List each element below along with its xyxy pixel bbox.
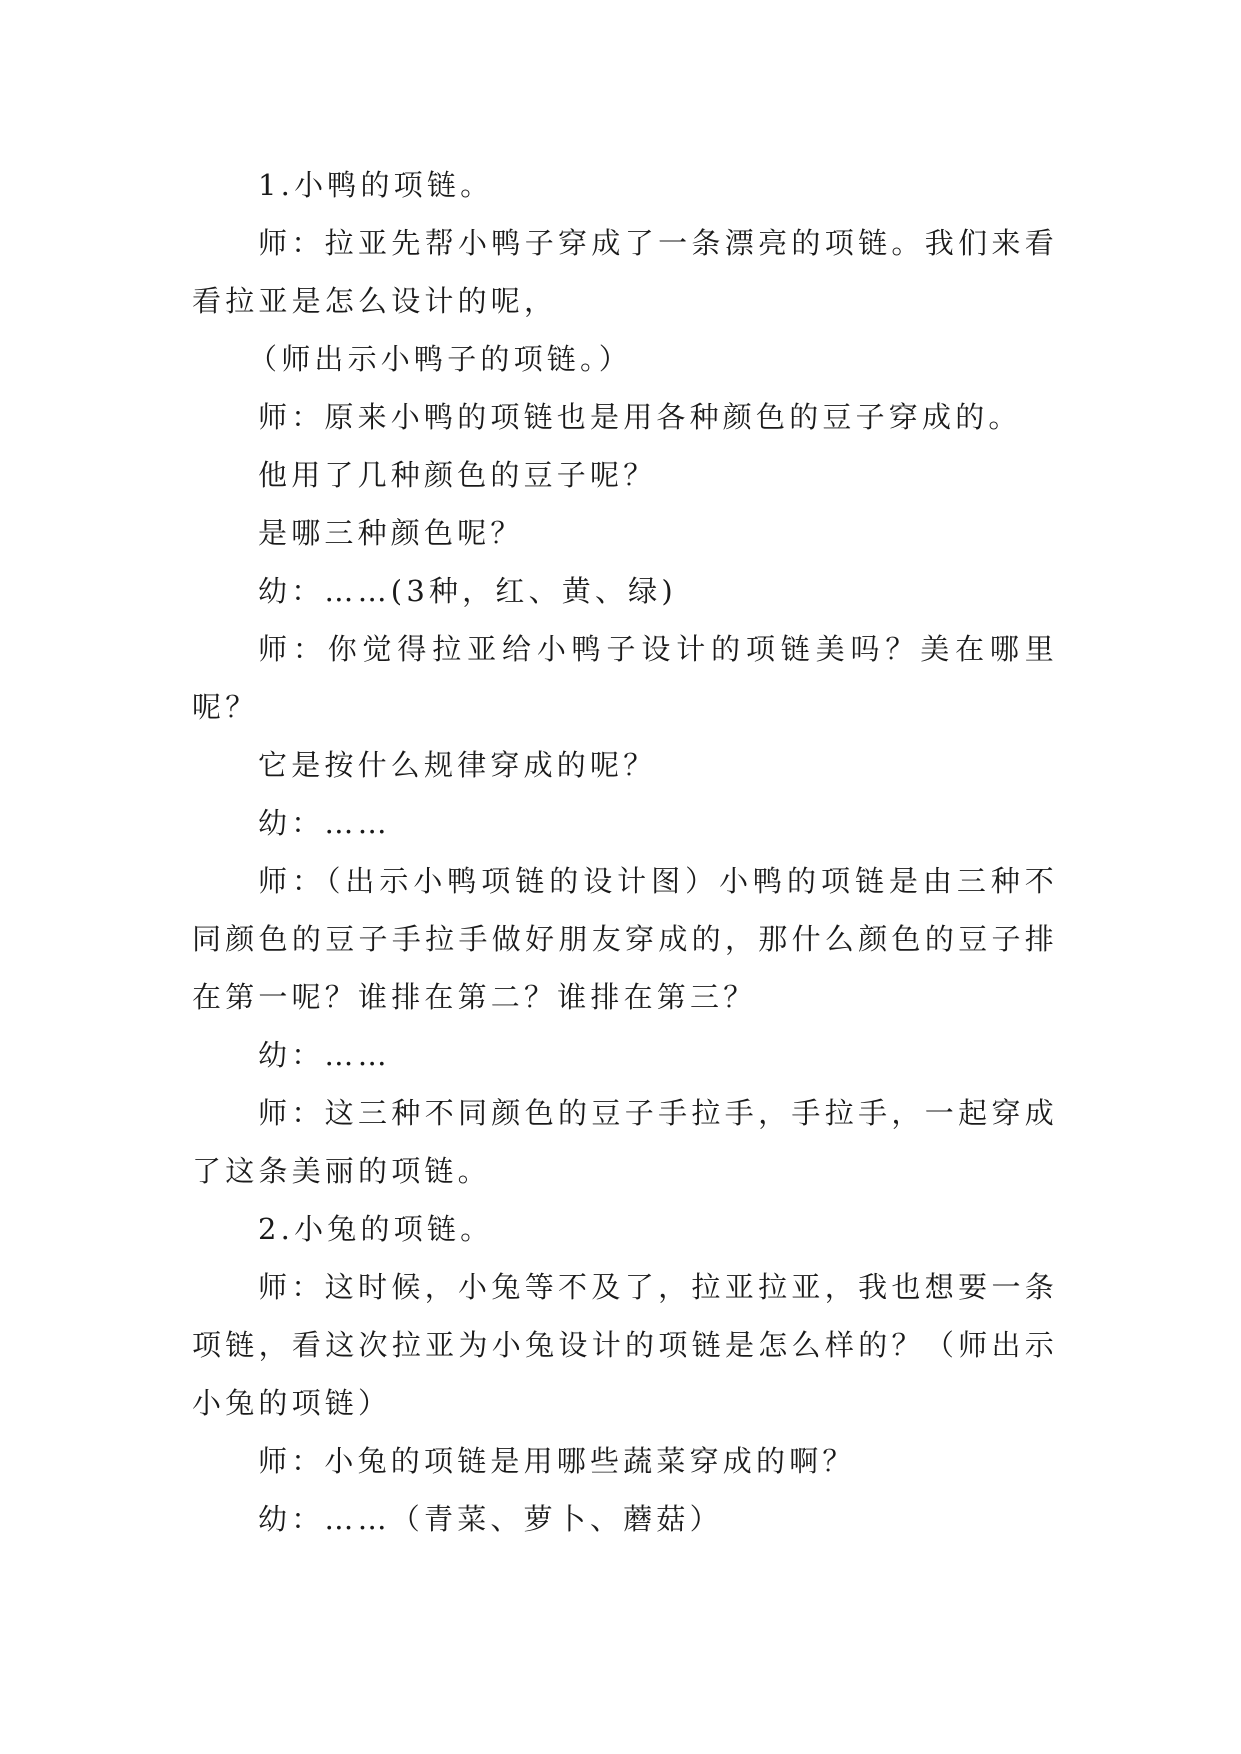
paragraph: 师：原来小鸭的项链也是用各种颜色的豆子穿成的。 bbox=[258, 400, 1022, 434]
paragraph: 幼：…… bbox=[258, 1038, 391, 1072]
paragraph: 幼：…… bbox=[258, 806, 391, 840]
paragraph: 幼：……（青菜、萝卜、蘑菇） bbox=[258, 1502, 723, 1536]
paragraph: 他用了几种颜色的豆子呢？ bbox=[258, 458, 657, 492]
section-heading-duck: 1.小鸭的项链。 bbox=[258, 168, 494, 202]
paragraph: 幼：……(3种，红、黄、绿) bbox=[258, 574, 677, 608]
section-heading-rabbit: 2.小兔的项链。 bbox=[258, 1212, 494, 1246]
paragraph: 是哪三种颜色呢？ bbox=[258, 516, 524, 550]
paragraph: （师出示小鸭子的项链。） bbox=[248, 342, 632, 376]
paragraph: 师：这时候，小兔等不及了，拉亚拉亚，我也想要一条项链，看这次拉亚为小兔设计的项链是怎么样的？（师出示小兔的项链） bbox=[192, 1270, 1058, 1420]
paragraph: 它是按什么规律穿成的呢？ bbox=[258, 748, 657, 782]
paragraph: 师：拉亚先帮小鸭子穿成了一条漂亮的项链。我们来看看拉亚是怎么设计的呢， bbox=[192, 226, 1058, 318]
paragraph: 师：（出示小鸭项链的设计图）小鸭的项链是由三种不同颜色的豆子手拉手做好朋友穿成的，那什么颜色的豆子排在第一呢？谁排在第二？谁排在第三？ bbox=[192, 864, 1058, 1014]
paragraph: 师：这三种不同颜色的豆子手拉手，手拉手，一起穿成了这条美丽的项链。 bbox=[192, 1096, 1058, 1188]
document-body bbox=[192, 156, 1058, 1548]
paragraph: 师：小兔的项链是用哪些蔬菜穿成的啊？ bbox=[258, 1444, 856, 1478]
paragraph: 师：你觉得拉亚给小鸭子设计的项链美吗？美在哪里呢？ bbox=[192, 632, 1058, 724]
